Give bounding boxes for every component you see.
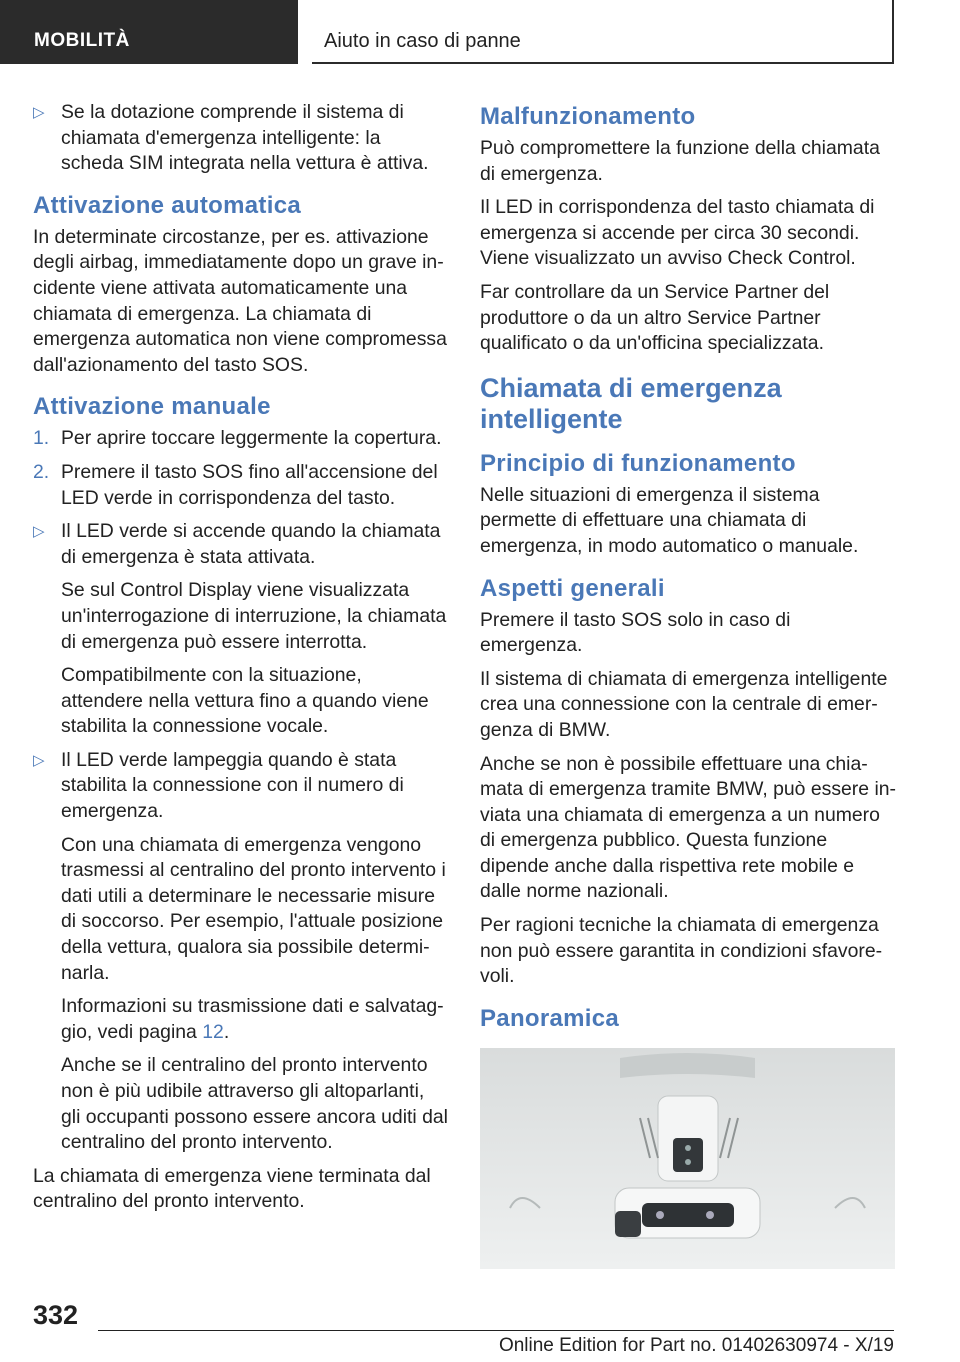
interrupt-text: Se sul Control Display viene visualizzata un'interrogazione di interruzione, la chiamata di emergenza può essere interrotta. bbox=[61, 579, 447, 653]
auto-activation-text: In determinate circostanze, per es. attivazione degli airbag, immediatamente dopo un grave incidente viene attivata automaticamente una chiamata di emergenza. La chiamata di emergenza automatica non viene compromessa dall'azionamento del tasto SOS. bbox=[33, 225, 447, 376]
chapter-tab bbox=[312, 0, 894, 64]
general-text-1: Premere il tasto SOS solo in caso di emergenza. bbox=[480, 608, 791, 657]
page-link[interactable]: 12 bbox=[202, 1020, 224, 1043]
step-2-number: 2. bbox=[33, 460, 50, 483]
intro-bullet-text: Se la dotazione comprende il sistema di chiamata d'emergenza intelligente: la scheda SIM integrata nella vettura è attiva. bbox=[61, 101, 429, 175]
left-column bbox=[33, 100, 448, 1223]
section-title: MOBILITÀ bbox=[34, 30, 130, 51]
step-2 bbox=[33, 460, 448, 511]
data-info-text: Informazioni su trasmissione dati e salvataggio, vedi pagina 12. bbox=[61, 995, 444, 1043]
step-1-text: Per aprire toccare leggermente la copertura. bbox=[61, 427, 442, 450]
edition-text: Online Edition for Part no. 01402630974 - X/19 bbox=[498, 1335, 894, 1356]
bullet-led-on bbox=[33, 519, 448, 740]
principle-text: Nelle situazioni di emergenza il sistema permette di effettuare una chiamata di emergenza, in modo automatico o manuale. bbox=[480, 483, 859, 557]
malfunction-text-3: Far controllare da un Service Partner del produttore o da un altro Service Partner qualificato o da un'officina specializzata. bbox=[480, 280, 830, 355]
heading-auto-activation: Attivazione automatica bbox=[33, 191, 301, 219]
speaker-text: Anche se il centralino del pronto intervento non è più udibile attraverso gli altoparlanti, gli occupanti possono essere ancora uditi dal centralino del pronto intervento. bbox=[61, 1054, 448, 1154]
overhead-console-photo bbox=[480, 1048, 895, 1269]
triangle-bullet-icon: ▷ bbox=[33, 751, 45, 769]
led-on-text: Il LED verde si accende quando la chiamata di emergenza è stata attivata. bbox=[61, 520, 441, 568]
triangle-bullet-icon: ▷ bbox=[33, 523, 45, 541]
general-text-4: Per ragioni tecniche la chiamata di emergenza non può essere garantita in condizioni sfavorevoli. bbox=[480, 914, 883, 988]
step-1 bbox=[33, 426, 448, 452]
heading-general: Aspetti generali bbox=[480, 574, 665, 602]
heading-malfunction: Malfunzionamento bbox=[480, 103, 696, 130]
wait-text: Compatibilmente con la situazione, attendere nella vettura fino a quando viene stabilita la connessione vocale. bbox=[61, 664, 429, 738]
heading-intelligent-call: Chiamata di emergenza intelligente bbox=[480, 372, 782, 434]
heading-principle: Principio di funzionamento bbox=[480, 449, 796, 477]
led-blink-text: Il LED verde lampeggia quando è stata stabilita la connessione con il numero di emergenza. bbox=[61, 748, 404, 823]
bullet-led-blink bbox=[33, 748, 448, 1156]
closing-text: La chiamata di emergenza viene terminata dal centralino del pronto intervento. bbox=[33, 1164, 431, 1213]
chapter-title: Aiuto in caso di panne bbox=[324, 30, 521, 52]
malfunction-text-1: Può compromettere la funzione della chiamata di emergenza. bbox=[480, 137, 880, 185]
sos-console-illustration bbox=[480, 1048, 895, 1269]
footer-rule bbox=[98, 1330, 894, 1331]
triangle-bullet-icon: ▷ bbox=[33, 104, 45, 121]
section-tab bbox=[0, 0, 298, 64]
data-transmit-text: Con una chiamata di emergenza vengono trasmessi al centralino del pronto intervento i dati utili a determinare le necessarie misure di soccorso. Per esempio, l'attuale posizione della vettura, qualora sia possibile determinarla. bbox=[61, 833, 446, 984]
heading-overview: Panoramica bbox=[480, 1004, 620, 1032]
intro-bullet bbox=[33, 100, 448, 177]
general-text-3: Anche se non è possibile effettuare una chiamata di emergenza tramite BMW, può essere inviata una chiamata di emergenza a un numero di emergenza pubblico. Questa funzione dipende anche dalla rispettiva rete mobile e dalle norme nazionali. bbox=[480, 752, 897, 903]
step-2-text: Premere il tasto SOS fino all'accensione del LED verde in corrispondenza del tasto. bbox=[61, 460, 438, 509]
malfunction-text-2: Il LED in corrispondenza del tasto chiamata di emergenza si accende per circa 30 secondi. Viene visualizzato un avviso Check Control. bbox=[480, 196, 875, 270]
heading-manual-activation: Attivazione manuale bbox=[33, 393, 271, 421]
step-1-number: 1. bbox=[33, 427, 50, 450]
general-text-2: Il sistema di chiamata di emergenza intelligente crea una connessione con la centrale di emergenza di BMW. bbox=[480, 667, 888, 741]
right-column bbox=[480, 100, 896, 1038]
page-number: 332 bbox=[33, 1300, 79, 1330]
